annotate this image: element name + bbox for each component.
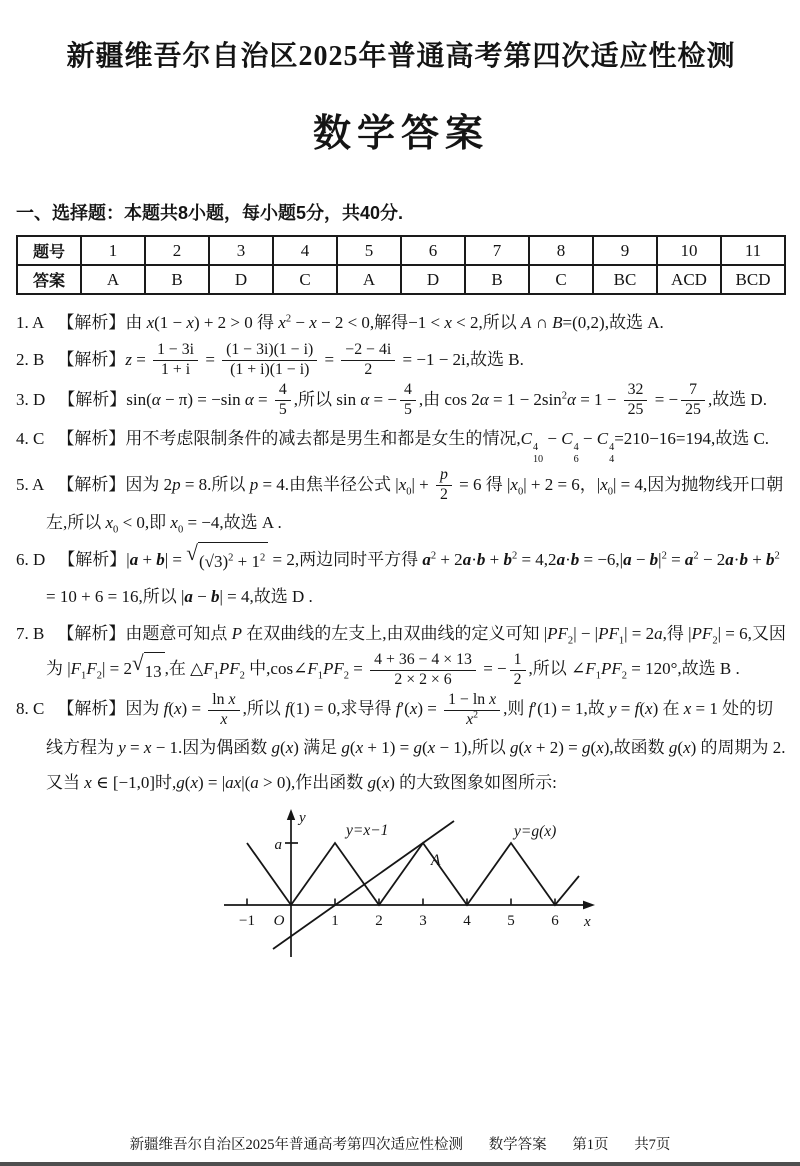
- answer-cell: B: [465, 265, 529, 294]
- x-axis-arrow: [583, 900, 595, 909]
- scan-edge: [0, 1162, 800, 1166]
- answer-table: [16, 235, 786, 295]
- solution-text: 【解析】sin(α − π) = −sin α = $\frac{4}{5}$ ,所以 sin α = − $\frac{4}{5}$ ,由 $\cos 2\alpha = 1 - 2\sin^2\alpha = 1$ − $\frac{32}{25}$ = − $\frac{7}{25}$ ,故选 D.: [58, 381, 767, 419]
- answer-cell: D: [209, 265, 273, 294]
- solution-text: 【解析】由 x(1 − x) + 2 > 0 得 $x^2 - x - 2 < 0$,解得−1 < x < 2,所以 A ∩ B=(0,2),故选 A.: [57, 313, 664, 332]
- answer-cell: ACD: [657, 265, 721, 294]
- y-axis-arrow: [287, 809, 295, 820]
- solution-marker: 8. C: [16, 699, 45, 719]
- x-tick-label: −1: [239, 912, 255, 929]
- table-row: [17, 236, 785, 265]
- g-curve: [247, 843, 579, 905]
- x-tick-label: 2: [375, 912, 383, 929]
- solution-text: 【解析】|a + b| = √ $(√3)^2 + 1^2$ = 2,两边同时平方得 $a^2 + 2a\cdot b + b^2 = 4,2a\cdot b = -6,|a - b|^2 = a^2 - 2a\cdot b + b^2 = 10 + 6 = 16$,所以 |a − b| = 4,故选 D .: [46, 541, 780, 607]
- solution-item-1: [16, 305, 786, 340]
- answer-cell: C: [529, 265, 593, 294]
- solution-marker: 2. B: [16, 349, 45, 369]
- answer-cell: A: [337, 265, 401, 294]
- solution-marker: 4. C: [16, 429, 45, 449]
- origin-label: O: [273, 912, 285, 929]
- solution-marker: 7. B: [16, 623, 45, 643]
- solution-text: 【解析】由题意可知点 P 在双曲线的左支上,由双曲线的定义可知 $|PF_2| - |PF_1| = 2a$,得 $|PF_2| = 6$,又因为 $|F_1F_2| = 2$ √ 13 ,在 $\triangle F_1PF_2$ 中$,\cos\angle F_1PF_2$ = $\frac{4 + 36 - 4 \times 13}{2 \times 2 \times 6}$ = − $\frac{1}{2}$ ,所以 $\angle F_1PF_2 = 120^\circ$,故选 B .: [46, 623, 786, 689]
- g-curve-label: y=g(x): [514, 822, 557, 840]
- question-number-cell: 11: [721, 236, 785, 265]
- point-A-label: A: [431, 851, 441, 869]
- a-label: a: [274, 836, 282, 853]
- question-number-cell: 8: [529, 236, 593, 265]
- solution-item-3: [16, 381, 786, 420]
- answer-cell: A: [81, 265, 145, 294]
- answer-sheet-title: 数学答案: [312, 113, 489, 155]
- tangent-line: [273, 821, 454, 949]
- footer-page-total: 共7页: [634, 1137, 671, 1153]
- tangent-line-label: y=x−1: [346, 821, 389, 839]
- x-tick-label: 6: [551, 912, 559, 929]
- question-number-cell: 2: [145, 236, 209, 265]
- answer-cell: BC: [593, 265, 657, 294]
- solution-marker: 1. A: [16, 313, 45, 332]
- answer-cell: C: [273, 265, 337, 294]
- y-axis-label: y: [299, 809, 306, 826]
- solution-text: 【解析】z = $\frac{1 - 3i}{1 + i}$ = $\frac{(1 - 3i)(1 - i)}{(1 + i)(1 - i)}$ = $\frac{-2 - 4i}{2}$ = −1 − 2i,故选 B.: [57, 341, 524, 379]
- question-number-cell: 10: [657, 236, 721, 265]
- solution-text: 【解析】因为 2p = 8.所以 p = 4.由焦半径公式 $|x_0|$ + $\frac{p}{2}$ = 6 得 $|x_0| + 2 = 6$，$|x_0| = 4$,因为抛物线开口朝左,所以 $x_0 < 0$,即 $x_0 = -4$,故选 A .: [46, 466, 784, 536]
- solution-item-5: [16, 466, 786, 540]
- function-graph: [186, 805, 616, 968]
- solution-marker: 5. A: [16, 474, 45, 494]
- exam-title: 新疆维吾尔自治区2025年普通高考第四次适应性检测: [66, 41, 736, 72]
- solutions-list: [16, 305, 786, 801]
- footer-exam-name: 新疆维吾尔自治区2025年普通高考第四次适应性检测: [129, 1137, 464, 1153]
- x-tick-label: 5: [507, 912, 515, 929]
- answer-cell: B: [145, 265, 209, 294]
- question-number-cell: 9: [593, 236, 657, 265]
- x-tick-label: 4: [463, 912, 471, 929]
- solution-marker: 3. D: [16, 389, 46, 409]
- row-label-question-number: 题号: [17, 236, 81, 265]
- solution-marker: 6. D: [16, 549, 46, 569]
- question-number-cell: 6: [401, 236, 465, 265]
- x-axis-label: x: [584, 913, 591, 930]
- solution-item-6: [16, 542, 786, 615]
- x-tick-group: [239, 898, 559, 929]
- table-row: [17, 265, 785, 294]
- x-tick-label: 1: [331, 912, 339, 929]
- answer-cell: D: [401, 265, 465, 294]
- solution-text: 【解析】用不考虑限制条件的减去都是男生和都是女生的情况,C 4 10 − C 4 6 − C 4 4 =210−16=194,故选 C.: [57, 429, 770, 465]
- solution-item-2: [16, 341, 786, 380]
- answer-cell: BCD: [721, 265, 785, 294]
- footer-subject: 数学答案: [488, 1137, 547, 1153]
- graph-svg: [186, 805, 616, 963]
- row-label-answer: 答案: [17, 265, 81, 294]
- question-number-cell: 1: [81, 236, 145, 265]
- x-tick-label: 3: [419, 912, 427, 929]
- solution-item-4: [16, 421, 786, 465]
- footer-page-number: 第1页: [572, 1137, 609, 1153]
- solution-text: 【解析】因为 f(x) = $\frac{\text{ln x}}{x}$ ,所以 f(1) = 0,求导得 f′(x) = $\frac{\text{1 − ln x}}{x^2}$ ,则 f′(1) = 1,故 y = f(x) 在 x = 1 处的切线方程为 y = x − 1.因为偶函数 g(x) 满足 g(x + 1) = g(x − 1),所以 g(x + 2) = g(x),故函数 g(x) 的周期为 2.又当 x ∈ [−1,0]时,g(x) = |ax|(a > 0),作出函数 g(x) 的大致图象如图所示:: [46, 691, 786, 793]
- question-number-cell: 7: [465, 236, 529, 265]
- solution-item-7: [16, 616, 786, 690]
- section-heading: 一、选择题：本题共8小题，每小题5分，共40分.: [16, 203, 404, 223]
- page-footer: [0, 1133, 800, 1154]
- question-number-cell: 3: [209, 236, 273, 265]
- question-number-cell: 5: [337, 236, 401, 265]
- solution-item-8: [16, 691, 786, 801]
- question-number-cell: 4: [273, 236, 337, 265]
